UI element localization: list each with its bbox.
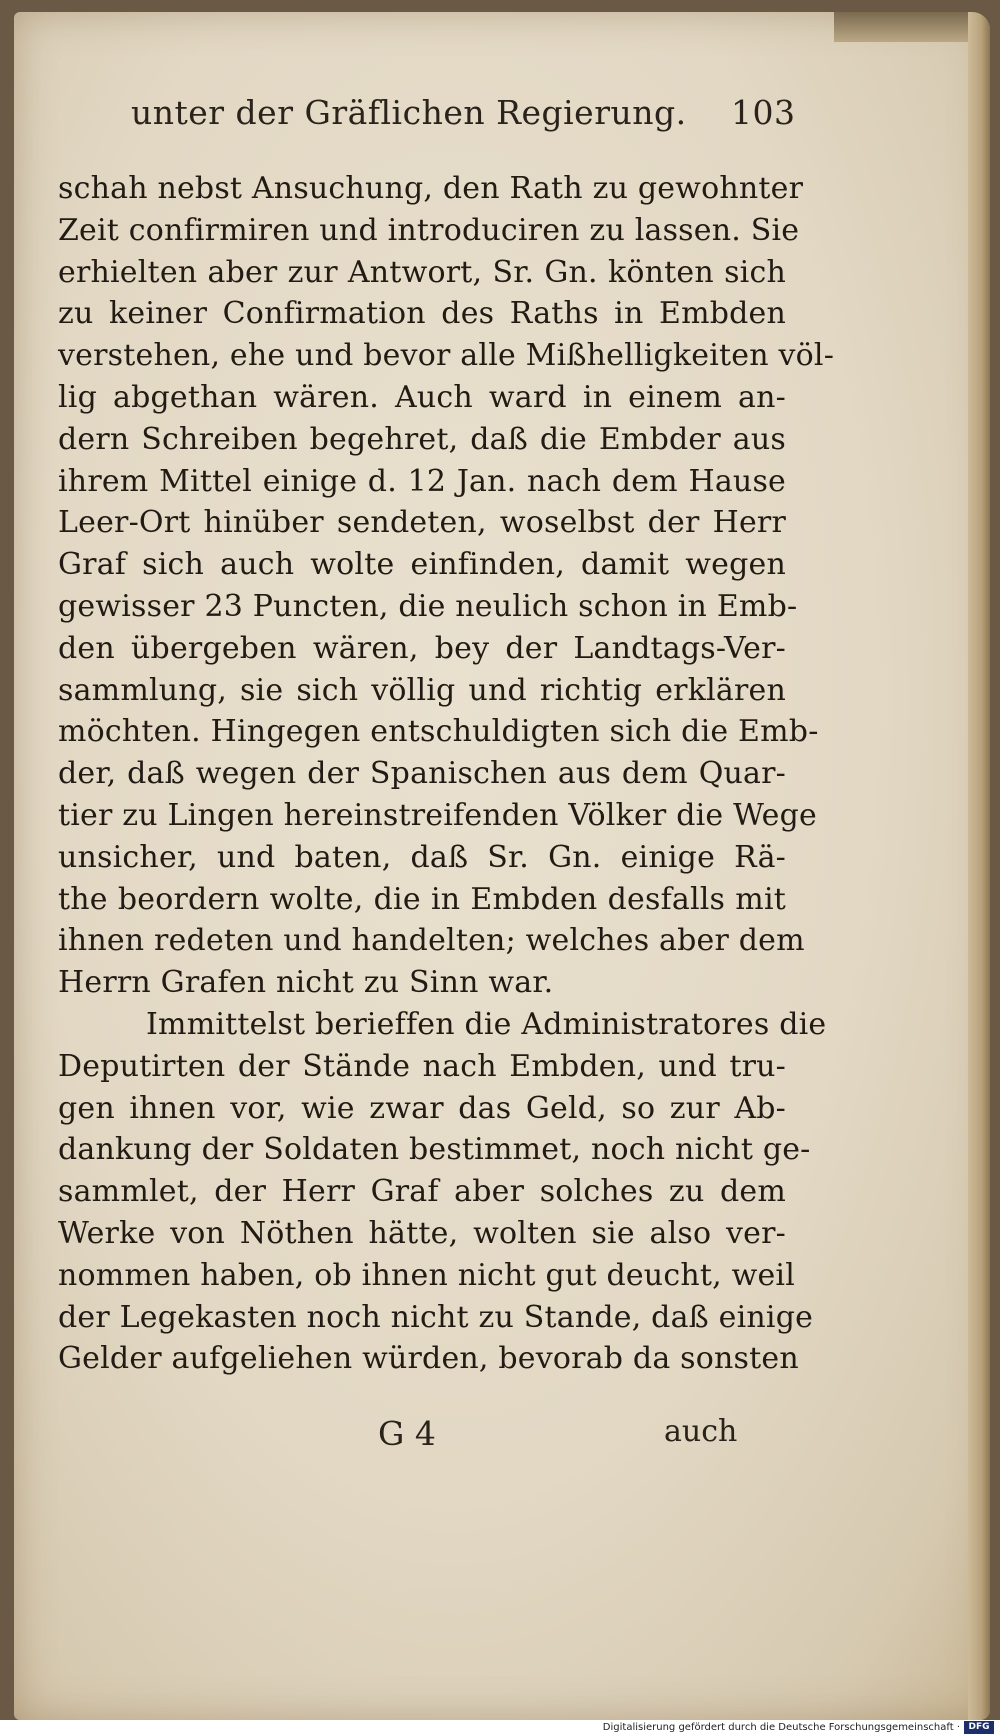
text-line: lig abgethan wären. Auch ward in einem an- bbox=[58, 379, 786, 415]
text-line: sammlet, der Herr Graf aber solches zu dem bbox=[58, 1174, 786, 1210]
catchword: auch bbox=[664, 1414, 738, 1449]
text-line: schah nebst Ansuchung, den Rath zu gewohnter bbox=[58, 171, 804, 206]
text-line: Gelder aufgeliehen würden, bevorab da sonsten bbox=[58, 1341, 799, 1377]
text-line: tier zu Lingen hereinstreifenden Völker die Wege bbox=[58, 797, 817, 833]
text-line: den übergeben wären, bey der Landtags-Ver- bbox=[58, 630, 786, 666]
text-line: Graf sich auch wolte einfinden, damit wegen bbox=[58, 547, 786, 583]
paragraph-start-line: Immittelst berieffen die Administratores die bbox=[146, 1006, 827, 1042]
running-head bbox=[125, 93, 796, 137]
digitization-credit: Digitalisierung gefördert durch die Deutsche Forschungsgemeinschaft · bbox=[602, 1722, 960, 1733]
text-line: Leer-Ort hinüber sendeten, woselbst der Herr bbox=[58, 505, 786, 541]
text-line: dern Schreiben begehret, daß die Embder aus bbox=[58, 421, 786, 457]
running-title: unter der Gräflichen Regierung. bbox=[131, 93, 687, 132]
paragraph-end-line: Herrn Grafen nicht zu Sinn war. bbox=[58, 965, 554, 1001]
page-right-edge bbox=[968, 12, 990, 1720]
page-number: 103 bbox=[731, 93, 796, 132]
text-line: the beordern wolte, die in Embden desfalls mit bbox=[58, 881, 786, 917]
text-line: ihnen redeten und handelten; welches aber dem bbox=[58, 923, 805, 959]
text-line: nommen haben, ob ihnen nicht gut deucht, weil bbox=[58, 1257, 795, 1293]
page-top-edge bbox=[834, 12, 990, 42]
text-line: gewisser 23 Puncten, die neulich schon in Emb- bbox=[58, 588, 798, 624]
text-line: Deputirten der Stände nach Embden, und tru- bbox=[58, 1048, 786, 1084]
text-line: verstehen, ehe und bevor alle Mißhelligkeiten völ- bbox=[58, 338, 835, 374]
text-line: gen ihnen vor, wie zwar das Geld, so zur Ab- bbox=[58, 1090, 786, 1126]
text-line: erhielten aber zur Antwort, Sr. Gn. könten sich bbox=[58, 254, 786, 290]
text-line: ihrem Mittel einige d. 12 Jan. nach dem Hause bbox=[58, 463, 786, 499]
text-line: dankung der Soldaten bestimmet, noch nicht ge- bbox=[58, 1132, 811, 1168]
text-line: der Legekasten noch nicht zu Stande, daß einige bbox=[58, 1299, 814, 1335]
text-line: sammlung, sie sich völlig und richtig erklären bbox=[58, 672, 786, 708]
dfg-logo-icon: DFG bbox=[964, 1721, 994, 1734]
signature-mark: G 4 bbox=[378, 1414, 436, 1453]
text-line: der, daß wegen der Spanischen aus dem Quar- bbox=[58, 756, 786, 792]
text-line: möchten. Hingegen entschuldigten sich die Emb- bbox=[58, 714, 819, 750]
text-line: Zeit confirmiren und introduciren zu lassen. Sie bbox=[58, 212, 800, 248]
text-line: zu keiner Confirmation des Raths in Embden bbox=[58, 296, 786, 332]
text-line: unsicher, und baten, daß Sr. Gn. einige Rä- bbox=[58, 839, 786, 875]
text-line: Werke von Nöthen hätte, wolten sie also ver- bbox=[58, 1215, 786, 1251]
body-text bbox=[58, 168, 835, 1380]
